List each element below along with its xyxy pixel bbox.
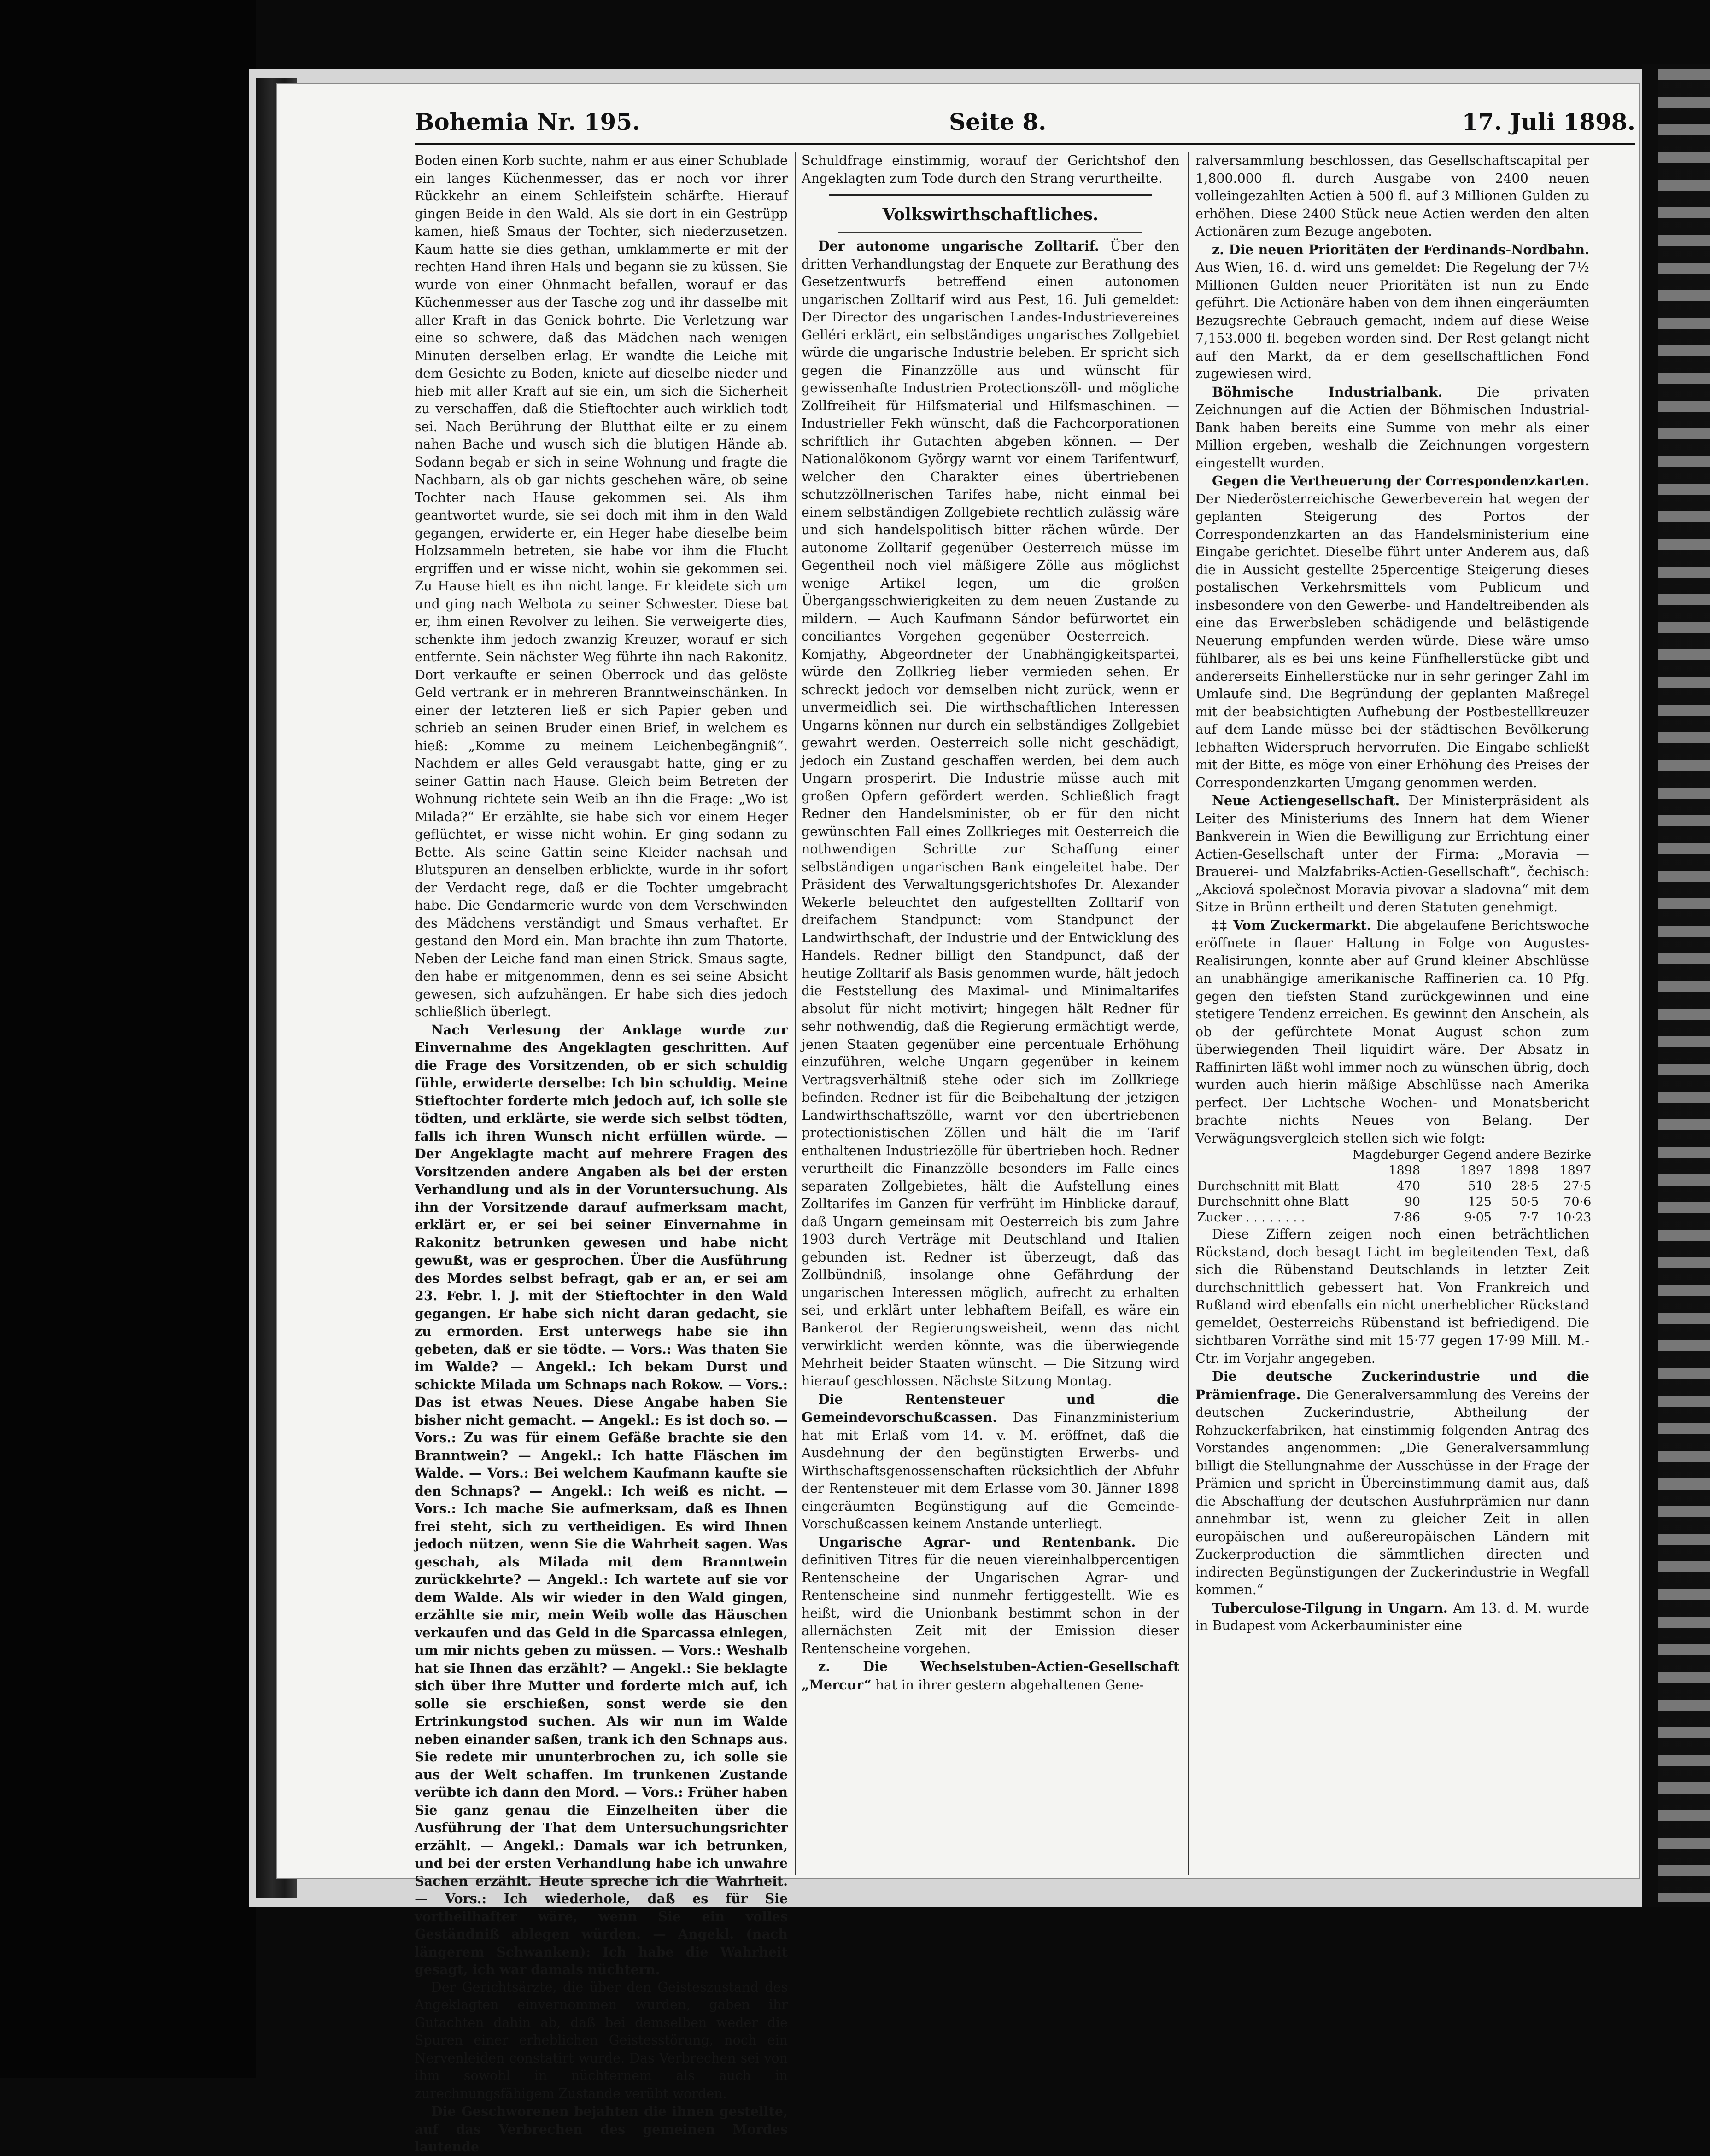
section-rule-thin xyxy=(838,232,1142,233)
adjacent-page-edge xyxy=(1658,69,1710,1902)
article-head: Tuberculose-Tilgung in Ungarn. xyxy=(1212,1600,1448,1616)
article xyxy=(1195,1367,1589,1599)
article-text: Über den dritten Verhandlungstag der Enquete zur Berathung des Gesetzentwurfs betreffend einen autonomen ungarischen Zolltarif wird aus Pest, 16. Juli gemeldet: Der Director des ungarischen Landes-Industrievereines Gelléri erklärt, ein selbständiges ungarisches Zollgebiet würde die ungarische Industrie beleben. Er spricht sich gegen die Finanzzölle aus und wünscht für gewissenhafte Industrien Protectionszöll- und mögliche Zollfreiheit für Hilfsmaterial und Hilfsmaschinen. — Industrieller Fekh wünscht, daß die Fachcorporationen schriftlich ihr Gutachten abgeben können. — Der Nationalökonom György warnt vor einem Tarifentwurf, welcher den Charakter eines übertriebenen schutzzöllnerischen Tarifes habe, nicht einmal bei einem selbständigen Zollgebiete rechtlich zulässig wäre und sich handelspolitisch bitter rächen würde. Der autonome Zolltarif gegenüber Oesterreich müsse im Gegentheil noch viel mäßigere Zölle aus möglichst wenige Artikel legen, um die großen Übergangsschwierigkeiten zu dem neuen Zustande zu mildern. — Auch Kaufmann Sándor befürwortet ein conciliantes Vorgehen gegenüber Oesterreich. — Komjathy, Abgeordneter der Unabhängigkeitspartei, würde den Zollkrieg lieber vermieden sehen. Er schreckt jedoch vor demselben nicht zurück, wenn er unvermeidlich sei. Die wirthschaftlichen Interessen Ungarns können nur durch ein selbständiges Zollgebiet gewahrt werden. Oesterreich solle nicht geschädigt, jedoch ein Zustand geschaffen werden, bei dem auch Ungarn prosperirt. Die Industrie müsse auch mit großen Opfern gefördert werden. Schließlich fragt Redner den Handelsminister, ob er für den nicht gewünschten Fall eines Zollkrieges mit Oesterreich die nothwendigen Schritte zur Schaffung einer selbständigen ungarischen Bank eingeleitet habe. Der Präsident des Verwaltungsgerichtshofes Dr. Alexander Wekerle beleuchtet den aufgestellten Zolltarif von dreifachem Standpunct: vom Standpunct der Landwirthschaft, der Industrie und der Entwicklung des Handels. Redner billigt den Standpunct, daß der heutige Zolltarif als Basis genommen wurde, hält jedoch die Feststellung des Maximal- und Minimaltarifes absolut für nicht motivirt; hingegen hält Redner für sehr nothwendig, daß die Regierung ermächtigt werde, jenen Staaten gegenüber eine percentuale Erhöhung einzuführen, welche Ungarn gegenüber in keinem Vertragsverhältniß stehe oder sich im Zollkriege befinden. Redner ist für die Beibehaltung der jetzigen Landwirthschaftszölle, warnt vor den übertriebenen protectionistischen Zöllen und hält die im Tarif enthaltenen Industriezölle für übertrieben hoch. Redner verurtheilt die Finanzzölle besonders im Falle eines separaten Zollgebietes, hält die Aufstellung eines Zolltarifes im Ganzen für verfrüht im Hinblicke darauf, daß Ungarn gemeinsam mit Oesterreich bis zum Jahre 1903 durch Verträge mit Deutschland und Italien gebunden ist. Redner ist überzeugt, daß das Zollbündniß, insolange ohne Gefährdung der ungarischen Interessen möglich, aufrecht zu erhalten sei, und erklärt unter lebhaftem Beifall, es wäre ein Bankerot der Regierungsweisheit, wenn das nicht verwirklicht werden könnte, was die überwiegende Mehrheit beider Staaten wünscht. — Die Sitzung wird hierauf geschlossen. Nächste Sitzung Montag. xyxy=(802,239,1179,1389)
table-cell: 7·86 xyxy=(1392,1210,1421,1225)
article-head: Die Rentensteuer und die Gemeindevorschußcassen. xyxy=(802,1391,1179,1425)
article xyxy=(1195,792,1589,917)
article-text: Die privaten Zeichnungen auf die Actien der Böhmischen Industrial-Bank haben bereits eine Summe von mehr als einer Million ergeben, weshalb die Zeichnungen vorgestern eingestellt wurden. xyxy=(1195,384,1590,471)
col1-paragraph: Die Geschworenen bejahten die ihnen gestellte, auf das Verbrechen des gemeinen Mordes lautende xyxy=(415,2103,788,2155)
column-2 xyxy=(802,152,1179,1694)
col1-paragraph: Nach Verlesung der Anklage wurde zur Einvernahme des Angeklagten geschritten. Auf die Frage des Vorsitzenden, ob er sich schuldig fühle, erwiderte derselbe: Ich bin schuldig. Meine Stieftochter forderte mich jedoch auf, ich solle sie tödten, und erklärte, sie werde sich selbst tödten, falls ich ihren Wunsch nicht erfüllen würde. — Der Angeklagte macht auf mehrere Fragen des Vorsitzenden andere Angaben als bei der ersten Verhandlung und als in der Voruntersuchung. Als ihn der Vorsitzende darauf aufmerksam macht, erklärt er, er sei bei seiner Einvernahme in Rakonitz betrunken gewesen und habe nicht gewußt, was er gesprochen. Über die Ausführung des Mordes selbst befragt, gab er an, er sei am 23. Febr. l. J. mit der Stieftochter in den Wald gegangen. Er habe sich nicht daran gedacht, sie zu ermorden. Erst unterwegs habe sie ihn gebeten, daß er sie tödte. — Vors.: Was thaten Sie im Walde? — Angekl.: Ich bekam Durst und schickte Milada um Schnaps nach Rokow. — Vors.: Das ist etwas Neues. Diese Angabe haben Sie bisher nicht gemacht. — Angekl.: Es ist doch so. — Vors.: Zu was für einem Gefäße brachte sie den Branntwein? — Angekl.: Ich hatte Fläschen im Walde. — Vors.: Bei welchem Kaufmann kaufte sie den Schnaps? — Angekl.: Ich weiß es nicht. — Vors.: Ich mache Sie aufmerksam, daß es Ihnen frei steht, sich zu vertheidigen. Es wird Ihnen jedoch nützen, wenn Sie die Wahrheit sagen. Was geschah, als Milada mit dem Branntwein zurückkehrte? — Angekl.: Ich wartete auf sie vor dem Walde. Als wir wieder in den Wald gingen, erzählte sie mir, mein Weib wolle das Häuschen verkaufen und das Geld in die Sparcassa einlegen, um mir nichts geben zu müssen. — Vors.: Weshalb hat sie Ihnen das erzählt? — Angekl.: Sie beklagte sich über ihre Mutter und forderte mich auf, ich solle sie erschießen, sonst werde sie den Ertrinkungstod suchen. Als wir nun im Walde neben einander saßen, trank ich den Schnaps aus. Sie redete mir ununterbrochen zu, ich solle sie aus der Welt schaffen. Im trunkenen Zustande verübte ich dann den Mord. — Vors.: Früher haben Sie ganz genau die Einzelheiten über die Ausführung der That dem Untersuchungsrichter erzählt. — Angekl.: Damals war ich betrunken, und bei der ersten Verhandlung habe ich unwahre Sachen erzählt. Heute spreche ich die Wahrheit. — Vors.: Ich wiederhole, daß es für Sie vortheilhafter wäre, wenn Sie ein volles Geständniß ablegen würden. — Angekl. (nach längerem Schwanken): Ich habe die Wahrheit gesagt, ich war damals nüchtern. xyxy=(415,1022,788,1977)
article-text: Das Finanzministerium hat mit Erlaß vom 14. v. M. eröffnet, daß die Ausdehnung der den begünstigten Erwerbs- und Wirthschaftsgenossenschaften rücksichtlich der Abfuhr der Rentensteuer mit dem Erlasse vom 30. Jänner 1898 eingeräumten Begünstigung auf die Gemeinde-Vorschußcassen keinem Anstande unterliegt. xyxy=(802,1410,1180,1531)
table-cell: 50·5 xyxy=(1511,1195,1539,1209)
table-cell: 28·5 xyxy=(1511,1179,1539,1193)
table-header-cell: Magdeburger Gegend xyxy=(1353,1148,1492,1162)
table-header-cell: andere Bezirke xyxy=(1495,1148,1592,1162)
col1-paragraph: Der Gerichtsärzte, die über den Geisteszustand des Angeklagten einvernommen wurden, gaben ihr Gutachten dahin ab, daß bei demselben weder die Spuren einer erheblichen Geistesstörung, noch ein Nervenleiden constatirt wurde. Das Verbrechen sei von ihm sowohl in nüchternem als auch in zurechnungsfähigem Zustande verübt worden. xyxy=(415,1979,788,2101)
section-title: Volkswirthschaftliches. xyxy=(882,205,1099,224)
table-row xyxy=(1195,1179,1593,1194)
header-rule xyxy=(415,143,1635,145)
article-head: Neue Actiengesellschaft. xyxy=(1212,793,1400,808)
col3-intro: ralversammlung beschlossen, das Gesellschaftscapital per 1,800.000 fl. durch Ausgabe von 2400 neuen volleingezahlten Actien à 500 fl. auf 3 Millionen Gulden zu erhöhen. Diese 2400 Stück neue Actien werden den alten Actionären zum Bezuge angeboten. xyxy=(1195,153,1589,239)
newspaper-title: Bohemia Nr. 195. xyxy=(415,108,640,135)
article-head: Böhmische Industrialbank. xyxy=(1212,384,1443,400)
table-header-row xyxy=(1195,1163,1593,1179)
article xyxy=(802,1658,1179,1694)
table-header-cell: 1897 xyxy=(1559,1163,1592,1178)
issue-date: 17. Juli 1898. xyxy=(1462,108,1635,135)
column-1 xyxy=(415,152,788,2156)
table-cell: 125 xyxy=(1468,1195,1492,1209)
article-text: Am 13. d. M. wurde in Budapest vom Ackerbauminister eine xyxy=(1195,1600,1590,1633)
page-number: Seite 8. xyxy=(949,108,1047,135)
table-cell: Durchschnitt mit Blatt xyxy=(1197,1179,1339,1193)
article xyxy=(802,237,1179,1391)
article xyxy=(1195,917,1589,1148)
article xyxy=(1195,383,1589,473)
col2-intro: Schuldfrage einstimmig, worauf der Gerichtshof den Angeklagten zum Tode durch den Strang verurtheilte. xyxy=(802,153,1179,186)
article-text: Der Niederösterreichische Gewerbeverein hat wegen der geplanten Steigerung des Portos der Correspondenzkarten an das Handelsministerium eine Eingabe gerichtet. Dieselbe führt unter Anderem aus, daß die in Aussicht gestellte 25percentige Steigerung dieses postalischen Verkehrsmittels vom Publicum und insbesondere von den Gewerbe- und Handeltreibenden als eine das Erwerbsleben schädigende und belästigende Neuerung empfunden werden würde. Diese wäre umso fühlbarer, als es bei uns keine Fünfhellerstücke gibt und andererseits Einhellerstücke nur in sehr geringer Zahl im Umlaufe sind. Die Begründung der geplanten Maßregel mit der beabsichtigten Aufhebung der Postbestellkreuzer auf dem Lande müsse bei der städtischen Bevölkerung lebhaften Widerspruch hervorrufen. Die Eingabe schließt mit der Bitte, es möge von einer Erhöhung des Preises der Correspondenzkarten Umgang genommen werden. xyxy=(1195,491,1589,790)
table-cell: 9·05 xyxy=(1464,1210,1492,1225)
table-row xyxy=(1195,1194,1593,1210)
table-cell: 7·7 xyxy=(1519,1210,1539,1225)
table-cell: 10·23 xyxy=(1555,1210,1592,1225)
table-cell: Zucker . . . . . . . . xyxy=(1197,1210,1305,1225)
newspaper-page xyxy=(276,83,1640,2155)
article-head: Gegen die Vertheuerung der Correspondenzkarten. xyxy=(1212,473,1589,489)
table-cell: 90 xyxy=(1404,1195,1421,1209)
article-head: Der autonome ungarische Zolltarif. xyxy=(818,238,1099,254)
article-text: Der Ministerpräsident als Leiter des Ministeriums des Innern hat dem Wiener Bankverein in Wien die Bewilligung zur Errichtung einer Actien-Gesellschaft unter der Firma: „Moravia — Brauerei- und Malzfabriks-Actien-Gesellschaft“, čechisch: „Akciová společnost Moravia pivovar a sladovna“ mit dem Sitze in Brünn ertheilt und deren Statuten genehmigt. xyxy=(1195,793,1590,915)
table-header-cell: 1898 xyxy=(1507,1163,1539,1178)
article-head: Die deutsche Zuckerindustrie und die Prämienfrage. xyxy=(1195,1368,1589,1402)
table-cell: 70·6 xyxy=(1564,1195,1592,1209)
table-cell: 27·5 xyxy=(1564,1179,1592,1193)
scan-border-left xyxy=(0,0,256,2078)
column-rule-1 xyxy=(795,152,796,1875)
section-rule xyxy=(829,194,1152,196)
article xyxy=(802,1391,1179,1533)
article-text: Aus Wien, 16. d. wird uns gemeldet: Die Regelung der 7½ Millionen Gulden neuer Prioritäten ist nun zu Ende geführt. Die Actionäre haben von dem ihnen eingeräumten Bezugsrechte Gebrauch gemacht, indem auf diese Weise 7,153.000 fl. begeben worden sind. Der Rest gelangt nicht auf den Markt, da er dem gesellschaftlichen Fond zugewiesen wird. xyxy=(1195,260,1589,381)
article xyxy=(1195,241,1589,383)
table-cell: 510 xyxy=(1468,1179,1492,1193)
article-text: Die abgelaufene Berichtswoche eröffnete in flauer Haltung in Folge von Augustes-Realisirungen, konnte aber auf Grund kleiner Abschlüsse an unabhängige amerikanische Raffinerien ca. 10 Pfg. gegen den tiefsten Stand zurückgewinnen und eine stetigere Tendenz erreichen. Es gewinnt den Anschein, als ob der gefürchtete Monat August schon zum überwiegenden Theil liquidirt wäre. Der Absatz in Raffinirten läßt wohl immer noch zu wünschen übrig, doch wurden auch hierin mäßige Abschlüsse nach Amerika perfect. Der Lichtsche Wochen- und Monatsbericht brachte nichts Neues von Belang. Der Verwägungsvergleich stellen sich wie folgt: xyxy=(1195,917,1590,1146)
article-head: z. Die neuen Prioritäten der Ferdinands-Nordbahn. xyxy=(1212,241,1589,257)
sugar-stats-table xyxy=(1195,1147,1593,1226)
column-rule-2 xyxy=(1188,152,1189,1875)
article xyxy=(802,1533,1179,1658)
table-header-row xyxy=(1195,1147,1593,1163)
table-header-cell: 1897 xyxy=(1460,1163,1492,1178)
article xyxy=(1195,1599,1589,1635)
table-header-cell: 1898 xyxy=(1388,1163,1421,1178)
column-3 xyxy=(1195,152,1592,1635)
table-cell xyxy=(1195,1163,1351,1179)
article xyxy=(1195,472,1589,792)
col3-paragraph: Diese Ziffern zeigen noch einen beträchtlichen Rückstand, doch besagt Licht im begleitenden Text, daß sich die Rübenstand Deutschlands in letzter Zeit durchschnittlich gebessert hat. Von Frankreich und Rußland wird ebenfalls ein nicht unerheblicher Rückstand gemeldet, Oesterreichs Rübenstand ist befriedigend. Die sichtbaren Vorräthe sind mit 15·77 gegen 17·99 Mill. M.-Ctr. im Vorjahr angegeben. xyxy=(1195,1227,1589,1366)
article-head: Ungarische Agrar- und Rentenbank. xyxy=(818,1534,1136,1550)
table-row xyxy=(1195,1210,1593,1226)
article-text: hat in ihrer gestern abgehaltenen Gene- xyxy=(875,1677,1144,1693)
table-cell: 470 xyxy=(1396,1179,1421,1193)
col1-paragraph: Boden einen Korb suchte, nahm er aus einer Schublade ein langes Küchenmesser, das er noch vor ihrer Rückkehr an einem Schleifstein schärfte. Hierauf gingen Beide in den Wald. Als sie dort in ein Gestrüpp kamen, hieß Smaus der Tochter, sich niederzusetzen. Kaum hatte sie dies gethan, umklammerte er mit der rechten Hand ihren Hals und begann sie zu küssen. Sie wurde von einer Ohnmacht befallen, worauf er das Küchenmesser aus der Tasche zog und ihr dasselbe mit aller Kraft in das Genick bohrte. Die Verletzung war eine so schwere, daß das Mädchen nach wenigen Minuten derselben erlag. Er wandte die Leiche mit dem Gesichte zu Boden, kniete auf dieselbe nieder und hieb mit aller Kraft auf sie ein, um sich die Sicherheit zu verschaffen, daß die Stieftochter auch wirklich todt sei. Nach Berührung der Blutthat eilte er zu einem nahen Bache und wusch sich die blutigen Hände ab. Sodann begab er sich in seine Wohnung und fragte die Nachbarn, als ob gar nichts geschehen wäre, ob seine Tochter nach Hause gekommen sei. Als ihm geantwortet wurde, sie sei doch mit ihm in den Wald gegangen, erwiderte er, ein Heger habe dieselbe beim Holzsammeln betreten, sie habe vor ihm die Flucht ergriffen und er wisse nicht, wohin sie gekommen sei. Zu Hause hielt es ihn nicht lange. Er kleidete sich um und ging nach Welbota zu seiner Schwester. Diese bat er, ihm einen Revolver zu leihen. Sie verweigerte dies, schenkte ihm jedoch zwanzig Kreuzer, worauf er sich entfernte. Sein nächster Weg führte ihn nach Rakonitz. Dort verkaufte er seinen Oberrock und das gelöste Geld vertrank er in mehreren Branntweinschänken. In einer der letzteren ließ er sich Papier geben und schrieb an seinen Bruder einen Brief, in welchem es hieß: „Komme zu meinem Leichenbegängniß“. Nachdem er alles Geld verausgabt hatte, ging er zu seiner Gattin nach Hause. Gleich beim Betreten der Wohnung richtete sein Weib an ihn die Frage: „Wo ist Milada?“ Er erzählte, sie habe sich vor einem Heger geflüchtet, er wisse nicht wohin. Er ging sodann zu Bette. Als seine Gattin seine Kleider nachsah und Blutspuren an denselben erblickte, wurde in ihr sofort der Verdacht rege, daß er die Tochter umgebracht habe. Die Gendarmerie wurde von dem Verschwinden des Mädchens verständigt und Smaus verhaftet. Er gestand den Mord ein. Man brachte ihn zum Thatorte. Neben der Leiche fand man einen Strick. Smaus sagte, den habe er mitgenommen, denn es sei seine Absicht gewesen, sich aufzuhängen. Er habe sich dies jedoch schließlich überlegt. xyxy=(415,153,788,1019)
article-text: Die Generalversammlung des Vereins der deutschen Zuckerindustrie, Abtheilung der Rohzuckerfabriken, hat einstimmig folgenden Antrag des Vorstandes angenommen: „Die Generalversammlung billigt die Stellungnahme der Ausschüsse in der Frage der Prämien und spricht in Übereinstimmung damit aus, daß die Abschaffung der deutschen Ausfuhrprämien nur dann annehmbar ist, wenn zu gleicher Zeit in allen europäischen und außereuropäischen Ländern mit Zuckerproduction die sämmtlichen directen und indirecten Begünstigungen der Zuckerindustrie in Wegfall kommen.“ xyxy=(1195,1387,1590,1597)
article-text: Die definitiven Titres für die neuen viereinhalbpercentigen Rentenscheine der Ungarischen Agrar- und Rentenscheine sind nunmehr fertiggestellt. Wie es heißt, wird die Unionbank bestimmt schon in der allernächsten Zeit mit der Emission dieser Rentenscheine vorgehen. xyxy=(802,1534,1179,1656)
page-header xyxy=(415,108,1635,140)
article-head: z. Die Wechselstuben-Actien-Gesellschaft „Mercur“ xyxy=(802,1659,1179,1693)
table-cell: Durchschnitt ohne Blatt xyxy=(1197,1195,1349,1209)
table-cell xyxy=(1195,1147,1351,1163)
article-head: ‡‡ Vom Zuckermarkt. xyxy=(1212,917,1371,933)
